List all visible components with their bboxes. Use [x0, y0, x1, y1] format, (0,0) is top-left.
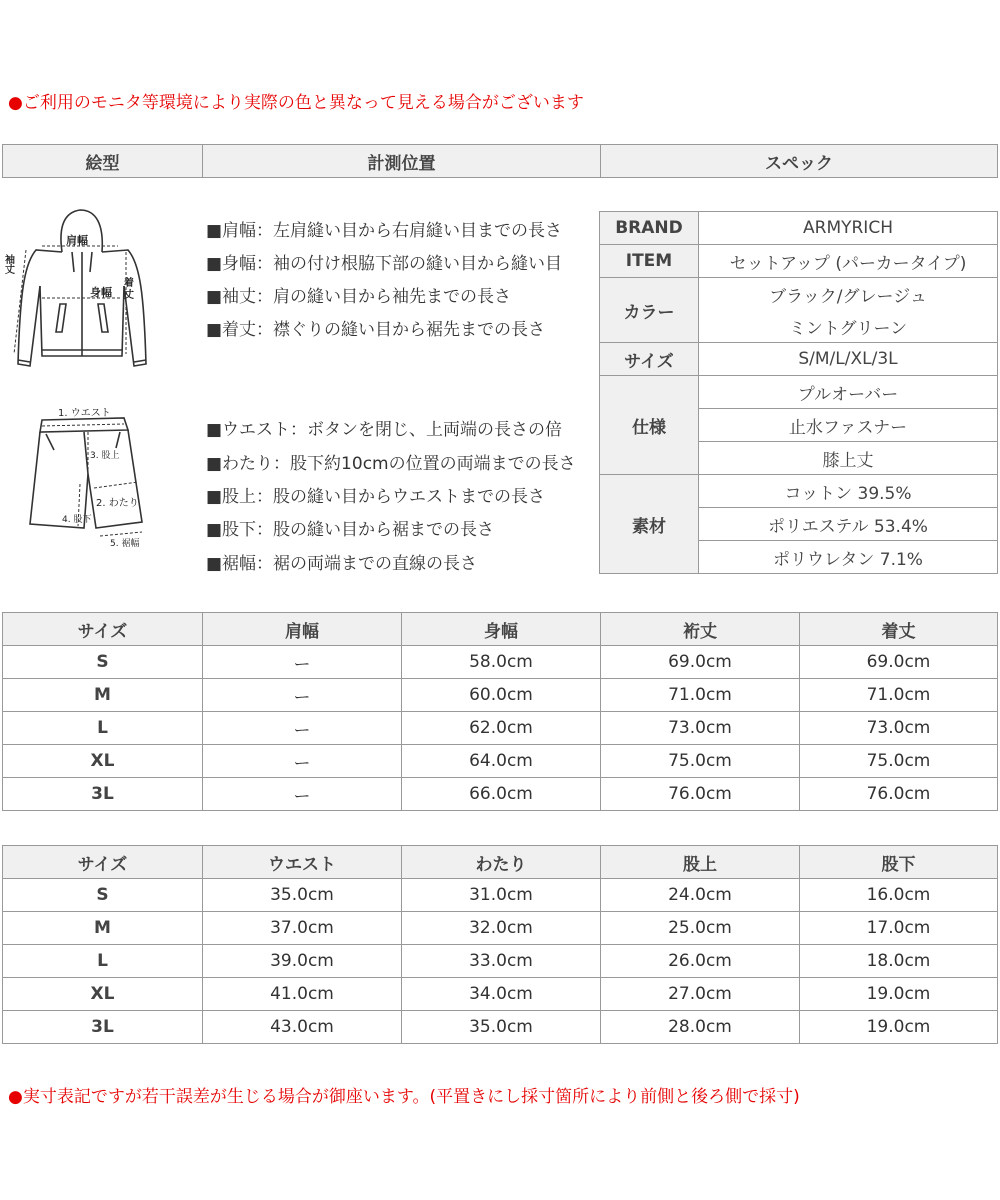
cell-value: 58.0cm — [402, 646, 601, 679]
label-thigh: 2. わたり — [96, 498, 139, 509]
desc-rise: ■股上：股の縫い目からウエストまでの長さ — [206, 487, 546, 507]
cell-size: XL — [3, 978, 203, 1011]
spec-material-3: ポリウレタン 7.1% — [699, 541, 998, 574]
cell-size: 3L — [3, 1011, 203, 1044]
spec-material-label: 素材 — [600, 475, 699, 574]
label-rise: 3. 股上 — [90, 451, 120, 461]
section-header-table — [2, 144, 998, 178]
spec-size: S/M/L/XL/3L — [699, 343, 998, 376]
cell-value: 35.0cm — [203, 879, 402, 912]
cell-value: 31.0cm — [402, 879, 601, 912]
table-row — [3, 879, 998, 912]
cell-value: 28.0cm — [601, 1011, 800, 1044]
cell-value: ー — [203, 778, 402, 811]
spec-spec-2: 止水ファスナー — [699, 409, 998, 442]
spec-color-2: ミントグリーン — [699, 310, 998, 343]
header-measurement-position: 計測位置 — [203, 145, 601, 178]
cell-value: 32.0cm — [402, 912, 601, 945]
desc-waist: ■ウエスト：ボタンを閉じ、上両端の長さの倍 — [206, 420, 563, 440]
jacket-header-size: サイズ — [3, 613, 203, 646]
jacket-header-shoulder: 肩幅 — [203, 613, 402, 646]
cell-size: S — [3, 879, 203, 912]
cell-value: 19.0cm — [800, 978, 998, 1011]
table-row — [3, 912, 998, 945]
cell-value: 26.0cm — [601, 945, 800, 978]
measurement-disclaimer: ●実寸表記ですが若干誤差が生じる場合が御座います。(平置きにし採寸箇所により前側と後ろ側で採寸) — [8, 1087, 800, 1107]
cell-value: 16.0cm — [800, 879, 998, 912]
cell-value: 71.0cm — [800, 679, 998, 712]
spec-item: セットアップ (パーカータイプ) — [699, 245, 998, 278]
desc-sleeve: ■袖丈：肩の縫い目から袖先までの長さ — [206, 287, 512, 307]
table-row — [3, 945, 998, 978]
cell-value: 18.0cm — [800, 945, 998, 978]
cell-size: 3L — [3, 778, 203, 811]
cell-size: L — [3, 712, 203, 745]
cell-value: 75.0cm — [601, 745, 800, 778]
label-shoulder: 肩幅 — [66, 234, 88, 247]
hoodie-illustration — [2, 204, 156, 374]
spec-brand: ARMYRICH — [699, 212, 998, 245]
cell-value: 17.0cm — [800, 912, 998, 945]
cell-value: 27.0cm — [601, 978, 800, 1011]
cell-value: 73.0cm — [601, 712, 800, 745]
cell-value: 43.0cm — [203, 1011, 402, 1044]
spec-brand-label: BRAND — [600, 212, 699, 245]
cell-value: 64.0cm — [402, 745, 601, 778]
label-hem: 5. 裾幅 — [110, 539, 140, 549]
cell-value: ー — [203, 679, 402, 712]
pants-header-inseam: 股下 — [800, 846, 998, 879]
cell-size: XL — [3, 745, 203, 778]
spec-spec-3: 膝上丈 — [699, 442, 998, 475]
cell-value: 71.0cm — [601, 679, 800, 712]
pants-size-table — [2, 845, 998, 1044]
pants-header-rise: 股上 — [601, 846, 800, 879]
table-row — [3, 646, 998, 679]
cell-value: 60.0cm — [402, 679, 601, 712]
cell-value: 69.0cm — [601, 646, 800, 679]
jacket-size-table — [2, 612, 998, 811]
jacket-header-body: 身幅 — [402, 613, 601, 646]
label-length-2: 丈 — [124, 290, 134, 301]
table-row — [3, 1011, 998, 1044]
label-waist: 1. ウエスト — [58, 408, 111, 419]
desc-thigh: ■わたり：股下約10cmの位置の両端までの長さ — [206, 454, 576, 474]
spec-material-2: ポリエステル 53.4% — [699, 508, 998, 541]
jacket-header-length: 着丈 — [800, 613, 998, 646]
table-row — [3, 978, 998, 1011]
cell-value: 24.0cm — [601, 879, 800, 912]
cell-size: M — [3, 679, 203, 712]
label-body-width: 身幅 — [90, 286, 112, 299]
cell-value: 39.0cm — [203, 945, 402, 978]
cell-value: 62.0cm — [402, 712, 601, 745]
table-row — [3, 679, 998, 712]
cell-value: 33.0cm — [402, 945, 601, 978]
cell-size: L — [3, 945, 203, 978]
label-length-1: 着 — [124, 278, 134, 289]
cell-size: S — [3, 646, 203, 679]
cell-value: 66.0cm — [402, 778, 601, 811]
cell-value: 76.0cm — [601, 778, 800, 811]
desc-body-width: ■身幅：袖の付け根脇下部の縫い目から縫い目 — [206, 254, 563, 274]
header-spec: スペック — [601, 145, 998, 178]
cell-value: 73.0cm — [800, 712, 998, 745]
label-sleeve: 袖丈 — [2, 254, 14, 274]
pants-header-waist: ウエスト — [203, 846, 402, 879]
table-row — [3, 778, 998, 811]
desc-shoulder: ■肩幅：左肩縫い目から右肩縫い目までの長さ — [206, 221, 563, 241]
spec-size-label: サイズ — [600, 343, 699, 376]
spec-material-1: コットン 39.5% — [699, 475, 998, 508]
spec-item-label: ITEM — [600, 245, 699, 278]
cell-value: 75.0cm — [800, 745, 998, 778]
desc-hem: ■裾幅：裾の両端までの直線の長さ — [206, 554, 478, 574]
cell-value: ー — [203, 646, 402, 679]
pants-header-thigh: わたり — [402, 846, 601, 879]
cell-size: M — [3, 912, 203, 945]
shorts-illustration — [24, 404, 164, 554]
pants-header-size: サイズ — [3, 846, 203, 879]
cell-value: 37.0cm — [203, 912, 402, 945]
cell-value: ー — [203, 745, 402, 778]
desc-length: ■着丈：襟ぐりの縫い目から裾先までの長さ — [206, 320, 546, 340]
header-illustration: 絵型 — [3, 145, 203, 178]
cell-value: 25.0cm — [601, 912, 800, 945]
cell-value: 76.0cm — [800, 778, 998, 811]
cell-value: 35.0cm — [402, 1011, 601, 1044]
cell-value: 69.0cm — [800, 646, 998, 679]
spec-color-1: ブラック/グレージュ — [699, 278, 998, 311]
cell-value: 34.0cm — [402, 978, 601, 1011]
table-row — [3, 712, 998, 745]
color-disclaimer: ●ご利用のモニタ等環境により実際の色と異なって見える場合がございます — [8, 93, 584, 113]
table-row — [3, 745, 998, 778]
spec-spec-1: プルオーバー — [699, 376, 998, 409]
jacket-header-sleeve: 裄丈 — [601, 613, 800, 646]
label-inseam: 4. 股下 — [62, 515, 92, 525]
cell-value: ー — [203, 712, 402, 745]
spec-spec-label: 仕様 — [600, 376, 699, 475]
cell-value: 19.0cm — [800, 1011, 998, 1044]
desc-inseam: ■股下：股の縫い目から裾までの長さ — [206, 520, 495, 540]
cell-value: 41.0cm — [203, 978, 402, 1011]
spec-color-label: カラー — [600, 278, 699, 343]
spec-table — [599, 211, 998, 574]
